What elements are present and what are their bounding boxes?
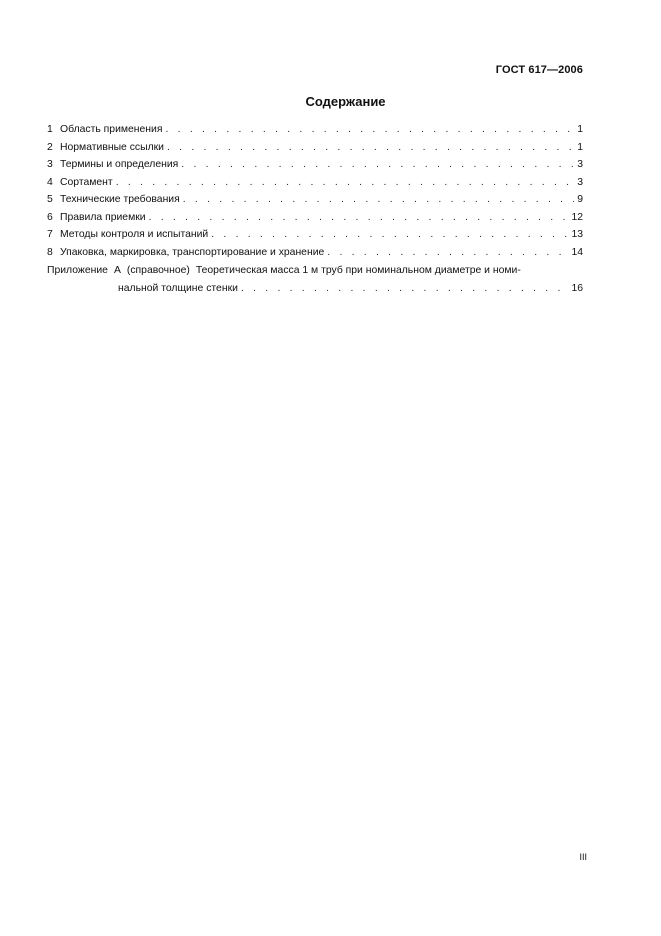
toc-entry-number: 4 <box>47 176 53 188</box>
toc-entry[interactable] <box>47 226 583 244</box>
toc-entry-number: 3 <box>47 159 53 170</box>
toc-entry-label: Нормативные ссылки <box>60 141 164 153</box>
toc-entry-page: 14 <box>571 246 583 258</box>
appendix-prefix: Приложение <box>47 265 108 276</box>
toc-entry[interactable] <box>47 209 583 227</box>
toc-entry-label: Упаковка, маркировка, транспортирование и хранение <box>60 246 325 258</box>
toc-entry[interactable] <box>47 139 583 157</box>
appendix-title: Теоретическая масса 1 м труб при номинальном диаметре и номи- <box>195 265 521 276</box>
dot-leader <box>211 226 568 244</box>
table-of-contents <box>47 121 583 297</box>
toc-entry-page: 9 <box>577 194 583 205</box>
toc-entry[interactable] <box>47 244 583 262</box>
toc-entry-label: Область применения <box>60 124 163 135</box>
dot-leader <box>149 209 569 227</box>
appendix-kind: (справочное) <box>126 265 190 276</box>
toc-entry-page: 1 <box>577 141 583 153</box>
toc-entry-number: 7 <box>47 229 53 240</box>
toc-entry-page: 13 <box>571 229 583 240</box>
dot-leader <box>183 191 574 209</box>
toc-entry-page: 3 <box>577 176 583 188</box>
toc-entry-number: 2 <box>47 141 53 153</box>
toc-entry-label: Термины и определения <box>60 159 179 170</box>
toc-entry-label: Сортамент <box>60 176 113 188</box>
appendix-title-continued: нальной толщине стенки <box>118 282 238 294</box>
appendix-title-line-1 <box>47 262 583 280</box>
toc-entry-page: 16 <box>571 282 583 294</box>
toc-entry-label: Правила приемки <box>60 211 146 223</box>
toc-entry-page: 1 <box>577 124 583 135</box>
toc-entry-page: 3 <box>577 159 583 170</box>
toc-entry[interactable] <box>47 121 583 139</box>
dot-leader <box>327 244 568 262</box>
toc-entry-number: 5 <box>47 194 53 205</box>
dot-leader <box>116 174 575 192</box>
dot-leader <box>181 156 574 174</box>
toc-entry-number: 1 <box>47 124 53 135</box>
toc-entry[interactable] <box>47 191 583 209</box>
toc-entry[interactable] <box>47 156 583 174</box>
toc-entry-label: Технические требования <box>60 194 180 205</box>
toc-appendix-entry[interactable] <box>47 262 583 297</box>
toc-entry[interactable] <box>47 174 583 192</box>
document-code: ГОСТ 617—2006 <box>495 64 583 76</box>
toc-title: Содержание <box>305 94 386 109</box>
toc-entry-number: 8 <box>47 246 53 258</box>
appendix-letter: А <box>113 265 121 276</box>
page-number: III <box>579 852 587 862</box>
toc-entry-label: Методы контроля и испытаний <box>60 229 209 240</box>
toc-entry-page: 12 <box>571 211 583 223</box>
dot-leader <box>165 121 574 139</box>
toc-entry-number: 6 <box>47 211 53 223</box>
appendix-title-line-2 <box>47 280 583 298</box>
dot-leader <box>241 280 569 298</box>
dot-leader <box>167 139 574 157</box>
